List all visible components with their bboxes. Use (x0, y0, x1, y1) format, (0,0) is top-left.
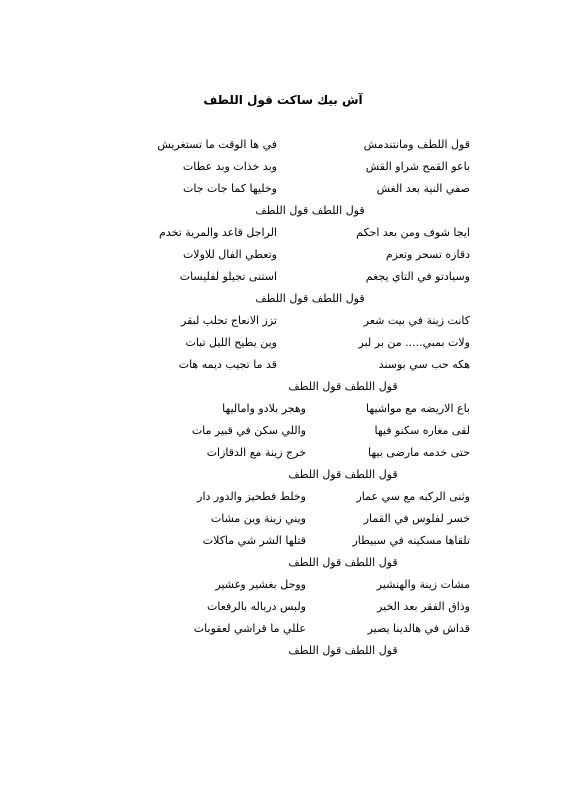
verse-right: قداش في هالدينا يصير (367, 622, 470, 635)
poem-title: آش بيك ساكت قول اللطف (203, 93, 363, 107)
verse-left: استنى تجيلو لفليسات (179, 270, 277, 283)
verse-left: الراجل قاعد والمرية تخدم (159, 226, 277, 239)
verse-right: باع الاريضه مع مواشيها (366, 402, 470, 415)
verse-right: مشات زينة والهنشير (376, 578, 470, 591)
refrain: قول اللطف قول اللطف (288, 380, 398, 393)
verse-left: في ها الوقت ما تستغريش (157, 138, 277, 151)
refrain: قول اللطف قول اللطف (255, 292, 365, 305)
verse-left: واللي سكن في قبير مات (191, 424, 306, 437)
verse-right: لقى مغاره سكنو فيها (374, 424, 470, 437)
verse-left: وخلط فطحيز والدور دار (197, 490, 306, 503)
verse-left: عللي ما قراشي لعقوبات (193, 622, 306, 635)
verse-right: وذاق الفقر بعد الخير (377, 600, 470, 613)
verse-left: وهجر بلادو واماليها (222, 402, 306, 415)
verse-left: ووحل بغشير وغشير (215, 578, 306, 591)
verse-left: وبد خذات وبد عطات (182, 160, 277, 173)
verse-right: دقازه تسحر وتعزم (385, 248, 470, 261)
verse-right: هكه حب سي بوسند (378, 358, 470, 371)
verse-left: تزز الانعاج تحلب لبقر (181, 314, 277, 327)
verse-right: تلقاها مسكينه في سبيطار (352, 534, 470, 547)
verse-left: ولبس درباله بالرفعات (207, 600, 306, 613)
verse-right: كانت زينة في بيت شعر (363, 314, 470, 327)
verse-right: حتى خدمه مارضى بيها (367, 446, 470, 459)
verse-right: باعو القمح شراو القش (365, 160, 470, 173)
verse-right: ولات بمبي..... من بر لبر (358, 336, 470, 349)
verse-left: قتلها الشر شي ماكلات (202, 534, 306, 547)
verse-right: خسر لفلوس في القمار (363, 512, 470, 525)
verse-left: وخليها كما جات جات (183, 182, 277, 195)
refrain: قول اللطف قول اللطف (288, 644, 398, 657)
verse-right: صفي النية بعد الغش (376, 182, 470, 195)
refrain: قول اللطف قول اللطف (288, 556, 398, 569)
verse-right: قول اللطف ومانتندمش (363, 138, 470, 151)
verse-right: وثنى الركبه مع سي عمار (356, 490, 470, 503)
verse-left: وين يطيح الليل تبات (185, 336, 277, 349)
refrain: قول اللطف قول اللطف (255, 204, 365, 217)
verse-right: ايجا شوف ومن بعد احكم (356, 226, 470, 239)
verse-left: ويني زينة وين مشات (210, 512, 306, 525)
verse-left: خرج زينة مع الدقازات (206, 446, 306, 459)
verse-left: وتعطي الفال للاولات (182, 248, 277, 261)
verse-right: وسيادتو في التاي يجغم (365, 270, 470, 283)
refrain: قول اللطف قول اللطف (288, 468, 398, 481)
verse-left: قد ما تجيب ديمه هات (178, 358, 277, 371)
